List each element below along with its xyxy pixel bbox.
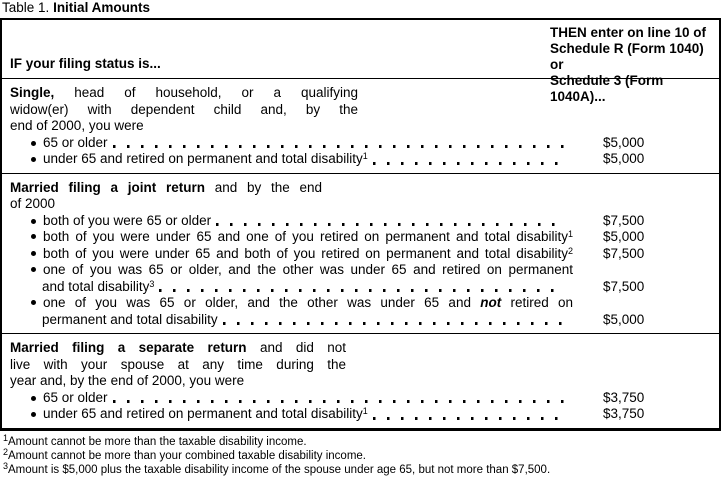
bullet-icon [31,234,36,239]
footnote-ref: 1 [362,406,368,416]
row-text-line2: permanent and total disability [42,311,218,327]
footnote [3,432,721,449]
dot-leader [223,322,565,325]
section-single-intro: Single, head of household, or a qualifying widow(er) with dependent child and, by the end of 2000, you were [10,85,358,133]
table-row [10,406,715,423]
dot-leader [373,417,565,420]
row-amount: $7,500 [603,212,645,228]
dot-leader [216,223,565,226]
bullet-icon [31,396,36,401]
dot-leader [113,145,565,148]
table-title-label: Table 1. [2,0,50,15]
row-text: under 65 and retired on permanent and total disability [43,151,363,166]
column-header-amount-line3: Schedule 3 (Form 1040A)... [550,73,664,104]
footnote [3,460,721,477]
table-row [10,135,715,152]
footnote-marker: 3 [3,460,9,471]
footnote-marker: 2 [3,446,9,457]
bullet-icon [31,157,36,162]
row-amount: $5,000 [603,151,645,166]
bullet-icon [31,251,36,256]
footnote-text: Amount is $5,000 plus the taxable disability income of the spouse under age 65, but not more than $7,500. [8,463,551,476]
footnote-ref: 1 [362,151,368,161]
row-amount: $7,500 [603,245,645,261]
section-married-separate [2,334,719,428]
row-text: 65 or older [43,389,108,405]
column-header-amount [550,20,719,104]
table-title-name: Initial Amounts [53,0,151,15]
footnote-text: Amount cannot be more than the taxable disability income. [8,435,307,448]
section-married-separate-intro: Married filing a separate return and did not live with your spouse at any time during the year and, by the end of 2000, you were [10,340,346,388]
footnote-ref: 3 [149,278,155,289]
section-married-joint-intro: Married filing a joint return and by the end of 2000 [10,179,322,211]
row-text: under 65 and retired on permanent and total disability [43,406,363,421]
row-text: both of you were 65 or older [43,212,212,228]
footnote-text: Amount cannot be more than your combined taxable disability income. [8,449,366,462]
bullet-icon [31,412,36,417]
row-text-line2: and total disability [42,278,150,294]
row-amount: $5,000 [603,229,645,244]
table-row [10,262,715,295]
table-row [10,229,715,246]
column-header-amount-line1: THEN enter on line 10 of [550,25,707,40]
table-row [10,390,715,407]
row-amount: $5,000 [603,134,645,150]
row-text: both of you were under 65 and both of you retired on permanent and total disability [43,245,568,261]
table-row: one of you was 65 or older, and the other was under 65 and not retired on permanent and total disability $5,000 [10,295,715,328]
row-text-line1: one of you was 65 or older, and the other was under 65 and retired on permanent [43,262,573,277]
column-header-filing-status: IF your filing status is... [10,56,161,71]
dot-leader [159,289,565,292]
footnote [3,446,721,463]
bullet-icon [31,300,36,305]
filing-status-bold: Single, [10,85,55,100]
bullet-icon [31,219,36,224]
table-row [10,213,715,230]
column-header-amount-line2: Schedule R (Form 1040) or [550,41,704,72]
filing-status-bold: Married filing a joint return [10,179,205,195]
footnote-marker: 1 [3,432,9,443]
row-amount: $3,750 [603,406,645,421]
footnote-ref: 1 [567,229,573,239]
table-row [10,151,715,168]
row-text: 65 or older [43,134,108,150]
bullet-icon [31,267,36,272]
section-married-joint [2,174,719,335]
bullet-icon [31,141,36,146]
row-amount: $3,750 [603,389,645,405]
dot-leader [373,162,565,165]
table-row [10,246,715,263]
footnote-ref: 2 [567,245,573,256]
footnotes [0,431,721,477]
row-text-emphasis: not [480,295,502,310]
row-amount: $7,500 [603,278,645,294]
dot-leader [113,400,565,403]
initial-amounts-table [0,18,721,431]
row-amount: $5,000 [603,311,645,327]
row-text: both of you were under 65 and one of you retired on permanent and total disability [43,229,568,244]
table-title [0,0,721,18]
filing-status-bold: Married filing a separate return [10,340,247,355]
row-text-line1: one of you was 65 or older, and the other was under 65 and [43,295,481,310]
